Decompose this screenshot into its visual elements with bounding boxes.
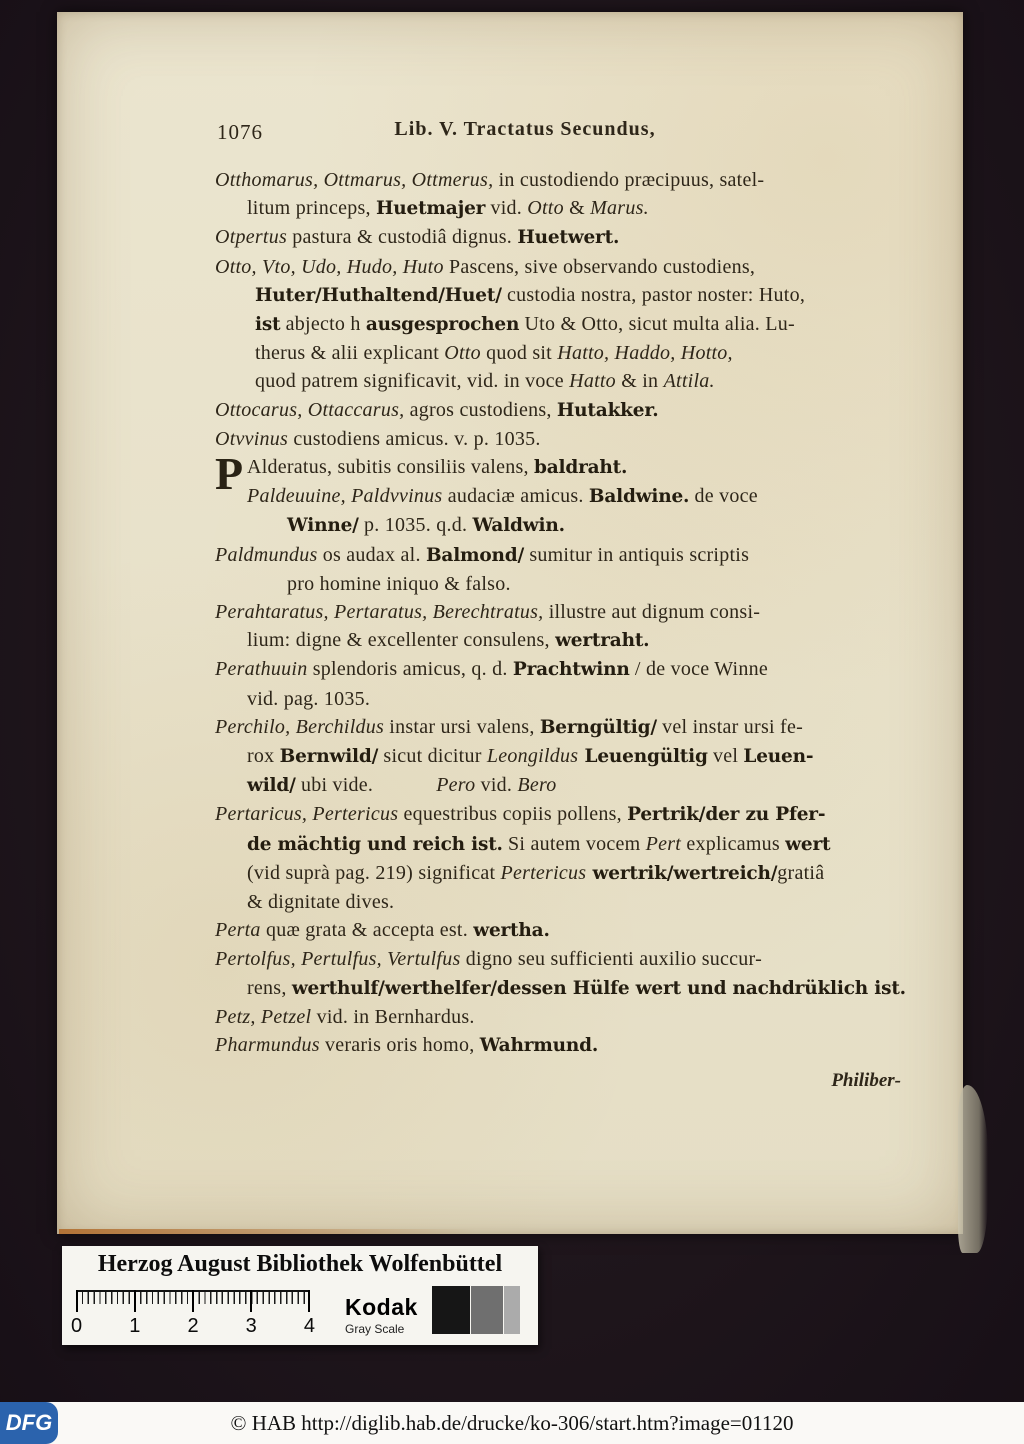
cm-ruler — [71, 1290, 326, 1340]
gray-patch — [504, 1286, 520, 1334]
fraktur-text: ausgesprochen — [365, 314, 520, 336]
text-line — [215, 742, 931, 771]
text-line — [215, 570, 931, 598]
tick-label: 0 — [71, 1315, 83, 1337]
roman-text: p. 1035. q.d. — [358, 514, 473, 537]
roman-text: explicamus — [681, 832, 786, 855]
text-line — [215, 1003, 931, 1031]
name-italic: Hatto, Haddo, Hotto, — [557, 342, 733, 365]
name-italic: Petz, Petzel — [215, 1005, 312, 1028]
text-line — [215, 859, 931, 888]
header-row — [215, 118, 931, 146]
text-line — [215, 281, 931, 310]
tick-labels — [71, 1315, 315, 1338]
roman-text: equestribus copiis pollens, — [398, 803, 628, 826]
fraktur-text: Hutakker. — [556, 399, 659, 421]
ruler-cm-ticks — [76, 1290, 312, 1312]
text-line — [215, 771, 931, 800]
text-line — [215, 482, 931, 511]
text-line — [215, 339, 931, 367]
fraktur-text: wert — [785, 833, 831, 855]
roman-text: rens, — [247, 976, 292, 999]
text-line — [215, 945, 931, 973]
page-curl — [958, 1085, 988, 1253]
text-line — [215, 685, 931, 713]
fraktur-text: Huter/Huthaltend/Huet/ — [255, 284, 502, 306]
roman-text: vid. — [475, 774, 518, 797]
text-line — [215, 974, 931, 1003]
name-italic: Paldeuuine, Paldvvinus — [247, 485, 443, 508]
tick-label: 4 — [303, 1315, 315, 1337]
fraktur-text: wild/ — [247, 775, 296, 797]
kodak-brand: Kodak — [345, 1294, 418, 1320]
footer-bar — [0, 1402, 1024, 1444]
fraktur-text: Winne/ — [287, 515, 359, 537]
roman-text: Si autem vocem — [502, 832, 646, 855]
fraktur-text: Huetwert. — [517, 227, 620, 249]
roman-text: vel — [707, 745, 744, 768]
text-line — [215, 166, 931, 194]
text-line — [215, 396, 931, 425]
name-italic: Pert — [645, 832, 682, 855]
roman-text: digno seu sufficienti auxilio succur- — [460, 948, 762, 971]
roman-text: & dignitate dives. — [247, 891, 395, 914]
running-header: Lib. V. Tractatus Secundus, — [394, 118, 656, 140]
text-line — [215, 830, 931, 859]
text-line — [215, 626, 931, 655]
roman-text: pro homine iniquo & falso. — [287, 572, 511, 595]
text-line — [215, 223, 931, 252]
name-italic: Attila. — [663, 370, 715, 393]
fraktur-text: Huetmajer — [375, 198, 486, 220]
roman-text: Uto & Otto, sicut multa alia. Lu- — [519, 313, 795, 336]
roman-text: lium: digne & excellenter consulens, — [247, 629, 556, 652]
name-italic: Hatto — [569, 370, 616, 393]
name-italic: Otthomarus, Ottmarus, Ottmerus, — [215, 169, 494, 191]
fraktur-text: Bernwild/ — [279, 746, 379, 768]
drop-cap-initial: P — [215, 448, 244, 500]
text-line — [215, 1031, 931, 1060]
roman-text: sicut dicitur — [378, 745, 487, 768]
fraktur-text: baldraht. — [534, 457, 628, 479]
fraktur-text: Berngültig/ — [539, 716, 657, 738]
text-line — [215, 713, 931, 742]
text-line — [215, 425, 931, 453]
gray-patch — [432, 1286, 470, 1334]
roman-text: in custodiendo præcipuus, satel- — [493, 169, 765, 191]
fraktur-text: ist — [255, 314, 281, 336]
roman-text: Pascens, sive observando custodiens, — [443, 255, 756, 278]
roman-text: custodiens amicus. v. p. 1035. — [288, 427, 541, 450]
fraktur-text: Baldwine. — [588, 486, 690, 508]
name-italic: Pertolfus, Pertulfus, Vertulfus — [215, 948, 461, 971]
fraktur-text: Leuengültig — [578, 746, 708, 768]
kodak-block — [345, 1294, 418, 1336]
library-name: Herzog August Bibliothek Wolfenbüttel — [97, 1251, 503, 1277]
fraktur-text: Balmond/ — [425, 544, 525, 566]
name-italic: Perahtaratus, Pertaratus, Berechtratus, — [215, 601, 544, 624]
name-italic: Otto — [444, 342, 481, 365]
name-italic: Otvvinus — [215, 427, 289, 450]
fraktur-text: wertrik/wertreich/ — [586, 862, 778, 884]
roman-text: vid. pag. 1035. — [247, 687, 371, 710]
dfg-logo: DFG — [0, 1402, 58, 1444]
text-line — [215, 598, 931, 626]
roman-text: vid. in Bernhardus. — [311, 1005, 475, 1028]
fraktur-text: Leuen- — [743, 746, 814, 768]
fraktur-text: Waldwin. — [472, 515, 565, 537]
roman-text: (vid suprà pag. 219) significat — [247, 861, 501, 884]
roman-text: sumitur in antiquis scriptis — [524, 543, 750, 566]
scanned-book-page — [57, 12, 963, 1234]
page-fore-edge — [59, 1229, 476, 1234]
text-line — [215, 253, 931, 281]
roman-text: agros custodiens, — [404, 398, 557, 421]
name-italic: Perchilo, Berchildus — [215, 715, 385, 738]
tick-label: 2 — [187, 1315, 199, 1337]
roman-text: de voce — [689, 485, 758, 508]
roman-text: rox — [247, 745, 280, 768]
text-line — [215, 511, 931, 540]
roman-text: litum princeps, — [247, 197, 376, 220]
fraktur-text: Wahrmund. — [479, 1035, 599, 1057]
name-italic: Otto, Vto, Udo, Hudo, Huto — [215, 255, 444, 278]
roman-text: quæ grata & accepta est. — [260, 919, 474, 942]
roman-text: / de voce Winne — [629, 658, 768, 681]
roman-text: vid. — [485, 197, 528, 220]
roman-text: gratiâ — [777, 861, 825, 884]
roman-text: audaciæ amicus. — [442, 485, 589, 508]
name-italic: Pertaricus, Pertericus — [215, 803, 399, 826]
roman-text: os audax al. — [317, 543, 426, 566]
text-line — [215, 310, 931, 339]
text-line — [215, 888, 931, 916]
fraktur-text: Pertrik/der zu Pfer- — [627, 804, 826, 826]
text-block — [215, 118, 931, 1092]
name-italic: Otpertus — [215, 226, 287, 249]
name-italic: Ottocarus, Ottaccarus, — [215, 398, 405, 421]
name-italic: Leongildus — [486, 745, 579, 768]
gray-patches — [432, 1286, 520, 1334]
credit-line: © HAB http://diglib.hab.de/drucke/ko-306/start.htm?image=01120 — [230, 1410, 794, 1435]
name-italic: Pertericus — [500, 861, 587, 884]
name-italic: Perathuuin — [215, 658, 308, 681]
fraktur-text: Prachtwinn — [512, 659, 630, 681]
lines-container — [215, 166, 931, 1060]
text-line — [215, 194, 931, 223]
name-italic: Paldmundus — [215, 543, 318, 566]
name-italic: Bero — [517, 774, 557, 797]
fraktur-text: de mächtig und reich ist. — [247, 833, 503, 855]
roman-text: veraris oris homo, — [319, 1034, 480, 1057]
roman-text: ubi vide. — [295, 774, 437, 797]
roman-text: therus & alii explicant — [255, 342, 445, 365]
text-line — [215, 655, 931, 684]
text-line — [215, 916, 931, 945]
name-italic: Marus. — [590, 197, 649, 220]
roman-text: quod sit — [480, 342, 558, 365]
text-line — [215, 800, 931, 829]
ruler-card — [62, 1246, 538, 1345]
catchword: Philiber- — [831, 1070, 901, 1092]
roman-text: & in — [615, 370, 664, 393]
text-line — [215, 367, 931, 395]
fraktur-text: werthulf/werthelfer/dessen Hülfe wert und nachdrüklich ist. — [291, 977, 906, 999]
tick-label: 3 — [245, 1315, 257, 1337]
page-number: 1076 — [217, 120, 263, 144]
roman-text: abjecto h — [280, 313, 366, 336]
roman-text: vel instar ursi fe- — [656, 715, 803, 738]
roman-text: instar ursi valens, — [384, 715, 540, 738]
name-italic: Pharmundus — [215, 1034, 320, 1057]
roman-text: custodia nostra, pastor noster: Huto, — [501, 283, 806, 306]
name-italic: Perta — [215, 919, 261, 942]
roman-text: splendoris amicus, q. d. — [307, 658, 513, 681]
tick-label: 1 — [129, 1315, 141, 1337]
gray-patch — [471, 1286, 503, 1334]
text-line — [215, 541, 931, 570]
fraktur-text: wertraht. — [555, 630, 650, 652]
roman-text: pastura & custodiâ dignus. — [287, 226, 518, 249]
roman-text: quod patrem significavit, vid. in voce — [255, 370, 570, 393]
name-italic: Pero — [436, 774, 476, 797]
fraktur-text: wertha. — [473, 920, 550, 942]
roman-text: Alderatus, subitis consiliis valens, — [247, 456, 535, 479]
roman-text: illustre aut dignum consi- — [543, 601, 761, 624]
name-italic: Otto — [527, 197, 564, 220]
roman-text: & — [563, 197, 591, 220]
gray-scale-label: Gray Scale — [345, 1322, 405, 1336]
